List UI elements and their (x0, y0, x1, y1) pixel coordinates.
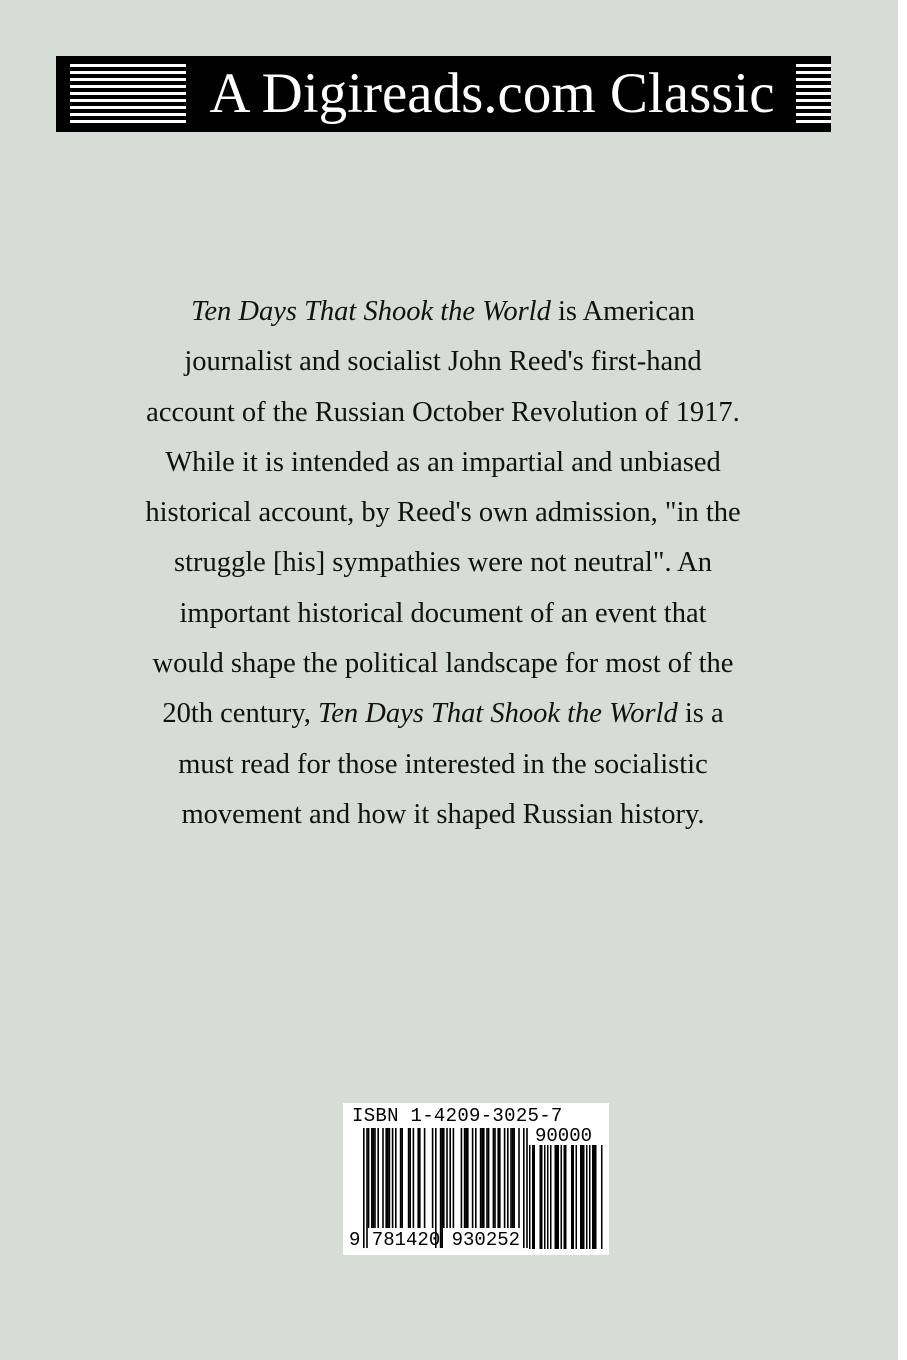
barcode-bar (541, 1145, 543, 1249)
price-code: 90000 (535, 1125, 593, 1147)
barcode-bar (592, 1145, 594, 1249)
barcode-bar (401, 1128, 403, 1228)
barcode-bar (409, 1128, 411, 1228)
barcode-bar (497, 1128, 499, 1228)
barcode-bar (465, 1128, 467, 1228)
description-line (120, 438, 766, 488)
description-line (120, 790, 766, 840)
barcode-bar (526, 1128, 528, 1248)
description-line (120, 287, 766, 337)
barcode-bar (486, 1128, 488, 1228)
ean-number: 9 781420 930252 (349, 1229, 521, 1251)
barcode-bar (580, 1145, 582, 1249)
description-text: struggle [his] sympathies were not neutral". An (174, 547, 712, 579)
description-line (120, 639, 766, 689)
barcode-bar (556, 1145, 558, 1249)
barcode-bar (461, 1128, 463, 1228)
book-description (120, 287, 766, 840)
book-title-italic: Ten Days That Shook the World (318, 698, 678, 730)
barcode-bar (564, 1145, 566, 1249)
barcode-bar (589, 1145, 591, 1249)
barcode-bar (544, 1145, 546, 1249)
barcode-bar (558, 1145, 560, 1249)
barcode-bar (583, 1145, 585, 1249)
description-line (120, 740, 766, 790)
barcode-bar (417, 1128, 419, 1228)
isbn-barcode (343, 1103, 609, 1255)
description-text: While it is intended as an impartial and unbiased (165, 446, 721, 478)
description-text: historical account, by Reed's own admission, "in the (145, 497, 741, 529)
barcode-bar (529, 1145, 531, 1249)
barcode-bar (512, 1128, 514, 1228)
barcode-bar (513, 1128, 515, 1228)
barcode-bar (424, 1128, 426, 1228)
barcode-bar (480, 1128, 482, 1228)
barcode-bar (475, 1128, 477, 1228)
barcode-bar (571, 1145, 573, 1249)
book-title-italic: Ten Days That Shook the World (191, 296, 551, 327)
barcode-bar (371, 1128, 373, 1228)
barcode-bar (373, 1128, 375, 1228)
barcode-bar (464, 1128, 466, 1228)
barcode-bar (493, 1128, 495, 1228)
barcode-bar (499, 1128, 501, 1228)
barcode-bar (488, 1128, 490, 1228)
banner-stripes-right (796, 64, 831, 124)
series-title: A Digireads.com Classic (192, 56, 792, 132)
barcode-bar (510, 1128, 512, 1228)
barcode-bar (594, 1145, 596, 1249)
barcode-bar (387, 1128, 389, 1228)
barcode-bar (523, 1128, 525, 1248)
barcode-bar (389, 1128, 391, 1228)
description-text: 20th century, (162, 698, 319, 730)
barcode-bar (377, 1128, 379, 1228)
barcode-bar (494, 1128, 496, 1228)
barcode-bar (534, 1145, 536, 1249)
series-banner (56, 56, 831, 132)
barcode-bar (419, 1128, 421, 1228)
description-line (120, 488, 766, 538)
description-line (120, 689, 766, 739)
isbn-label: ISBN 1-4209-3025-7 (352, 1105, 563, 1127)
barcode-bar (504, 1128, 506, 1228)
description-line (120, 538, 766, 588)
barcode-bar (392, 1128, 394, 1228)
barcode-bar (550, 1145, 552, 1249)
barcode-bar (565, 1145, 567, 1249)
description-text: is American (550, 296, 695, 327)
barcode-bar (576, 1145, 578, 1249)
description-text: account of the Russian October Revolution of 1917. (146, 396, 740, 428)
barcode-bar (547, 1145, 549, 1249)
barcode-bar (595, 1145, 597, 1249)
barcode-bar (395, 1128, 397, 1228)
barcode-bar (446, 1128, 448, 1228)
barcode-bar (507, 1128, 509, 1228)
barcode-bar (408, 1128, 410, 1228)
barcode-bar (467, 1128, 469, 1228)
barcode-bar (582, 1145, 584, 1249)
description-text: important historical document of an event that (179, 597, 707, 629)
description-text: journalist and socialist John Reed's first-hand (184, 346, 702, 378)
description-text: must read for those interested in the socialistic (178, 748, 708, 780)
barcode-bar (532, 1145, 534, 1249)
barcode-bar (368, 1128, 370, 1228)
barcode-bar (573, 1145, 575, 1249)
description-text: would shape the political landscape for most of the (152, 648, 734, 680)
description-line (120, 589, 766, 639)
barcode-bar (453, 1128, 455, 1228)
barcode-bar (449, 1128, 451, 1228)
barcode-bar (601, 1145, 603, 1249)
barcode-bar (413, 1128, 415, 1228)
barcode-bar (385, 1128, 387, 1228)
description-text: movement and how it shaped Russian history. (181, 798, 705, 830)
description-line (120, 337, 766, 387)
barcode-bar (555, 1145, 557, 1249)
barcode-bar (540, 1145, 542, 1249)
barcode-bar (472, 1128, 474, 1228)
barcode-bar (374, 1128, 376, 1228)
barcode-bar (483, 1128, 485, 1228)
description-line (120, 388, 766, 438)
barcode-bar (586, 1145, 588, 1249)
barcode-bar (400, 1128, 402, 1228)
barcode-bar (432, 1128, 434, 1228)
barcode-bar (518, 1128, 520, 1228)
barcode-bar (382, 1128, 384, 1228)
banner-stripes-left (70, 64, 186, 124)
barcode-bar (561, 1145, 563, 1249)
barcode-bar (481, 1128, 483, 1228)
description-text: is a (677, 698, 724, 730)
barcode-bar (443, 1128, 445, 1228)
